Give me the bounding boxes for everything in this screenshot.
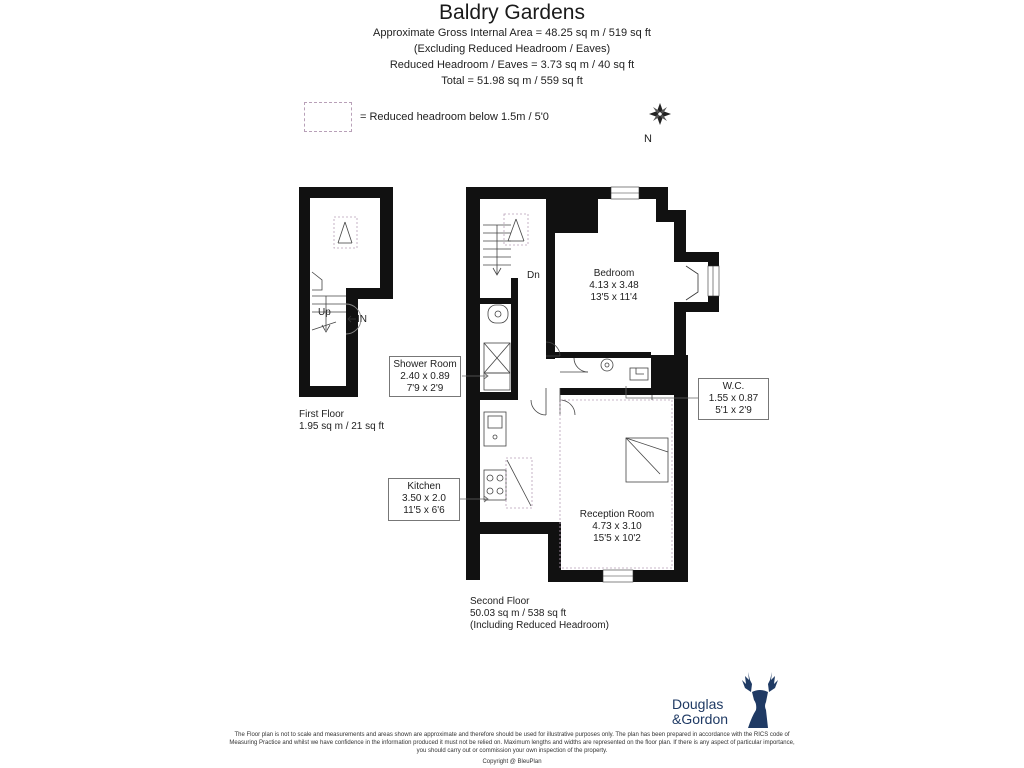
second-floor-note: (Including Reduced Headroom) [470, 620, 609, 631]
second-floor-area: 50.03 sq m / 538 sq ft [470, 608, 567, 619]
second-floor-caption [470, 596, 609, 632]
second-floor-name: Second Floor [470, 596, 530, 607]
reduced-headroom-line: Reduced Headroom / Eaves = 3.73 sq m / 40 sq ft [389, 59, 635, 71]
reception-room-imperial: 15'5 x 10'2 [593, 533, 641, 544]
reception-room-name: Reception Room [579, 509, 655, 520]
brand-wordmark [672, 697, 728, 727]
shower-room-metric: 2.40 x 0.89 [400, 371, 450, 382]
bay-window [686, 266, 698, 300]
stag-logo-icon [738, 670, 782, 730]
legend-text: = Reduced headroom below 1.5m / 5'0 [360, 111, 549, 123]
first-floor-caption [299, 409, 384, 433]
total-area-line: Total = 51.98 sq m / 559 sq ft [441, 75, 583, 87]
up-label: Up [318, 307, 331, 318]
entrance-label: IN [357, 314, 367, 325]
disclaimer-text: The Floor plan is not to scale and measurements and areas shown are approximate and therefore should be used for illustrative purposes only. The plan has been prepared in accordance with the RICS code of Measuring Practice and whilst we have confidence in the information produced it must not be relied on. Maximum lengths and widths are represented on the floor plan. If there is any aspect of particular importance, you should carry out or commission your own inspection of the property. [229, 732, 795, 754]
bedroom-imperial: 13'5 x 11'4 [590, 292, 638, 303]
wc-metric: 1.55 x 0.87 [708, 393, 759, 404]
kitchen-name: Kitchen [407, 481, 441, 492]
first-floor-area: 1.95 sq m / 21 sq ft [299, 421, 385, 432]
property-title: Baldry Gardens [439, 1, 585, 24]
gross-area-line: Approximate Gross Internal Area = 48.25 sq m / 519 sq ft [373, 27, 651, 39]
compass-north-label: N [644, 133, 652, 145]
wc-name: W.C. [722, 381, 745, 392]
reception-room-metric: 4.73 x 3.10 [592, 521, 642, 532]
first-floor-name: First Floor [299, 409, 344, 420]
down-label: Dn [527, 270, 540, 281]
shower-room-callout [389, 356, 461, 397]
brand-line-2: &Gordon [672, 711, 729, 727]
kitchen-metric: 3.50 x 2.0 [402, 493, 446, 504]
bedroom-name: Bedroom [593, 268, 635, 279]
bedroom-label [573, 268, 655, 304]
wc-imperial: 5'1 x 2'9 [715, 405, 752, 416]
copyright-text: Copyright @ BleuPlan [482, 759, 542, 765]
kitchen-callout [388, 478, 460, 521]
compass-icon [649, 103, 671, 125]
kitchen-imperial: 11'5 x 6'6 [403, 505, 445, 516]
reception-room-label [566, 509, 668, 545]
brand-line-1: Douglas [672, 696, 724, 712]
wc-callout [698, 378, 769, 420]
first-floor-plan [299, 187, 393, 397]
shower-room-imperial: 7'9 x 2'9 [406, 383, 444, 394]
shower-room-name: Shower Room [393, 359, 457, 370]
gross-area-note: (Excluding Reduced Headroom / Eaves) [413, 43, 611, 55]
bedroom-metric: 4.13 x 3.48 [589, 280, 639, 291]
